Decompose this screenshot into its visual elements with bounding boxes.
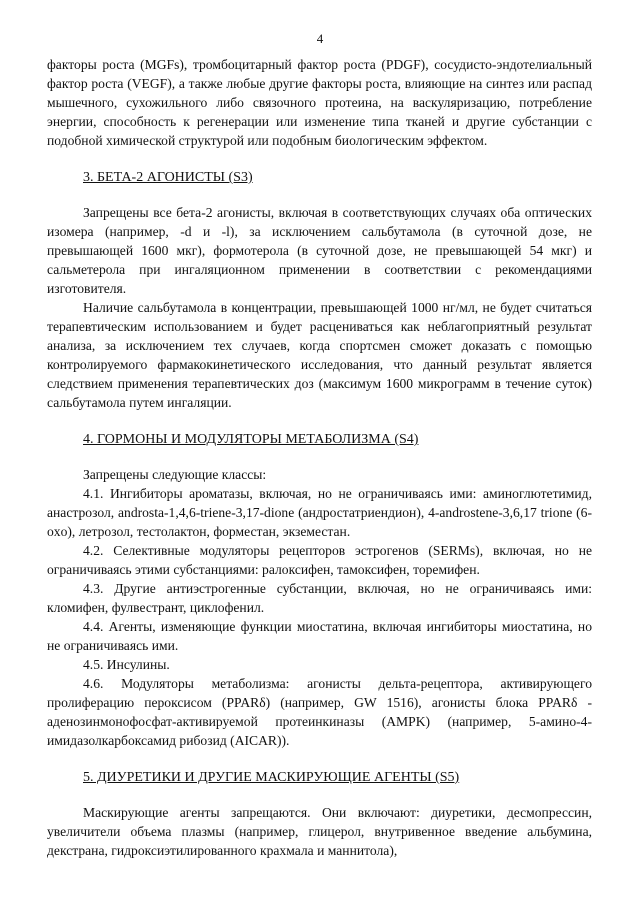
s4-intro: Запрещены следующие классы: bbox=[83, 467, 267, 482]
s3-paragraph-1: Запрещены все бета-2 агонисты, включая в соответствующих случаях оба оптических изомера (например, -d и -l), за исключением сальбутамола (в суточной дозе, не превышающей 1600 мкг), формотерола (в суточной дозе, не превышающей 54 мкг) и сальметерола при ингаляционном применении в соответствии с рекомендациями изготовителя. bbox=[47, 205, 592, 296]
intro-paragraph: факторы роста (MGFs), тромбоцитарный фактор роста (PDGF), сосудисто-эндотелиальный фактор роста (VEGF), а также любые другие факторы роста, влияющие на синтез или распад мышечного, сухожильного либо связочного протеина, на васкуляризацию, потребление энергии, способность к регенерации или изменение типа тканей и другие субстанции с подобной химической структурой или подобным биологическим эффектом. bbox=[47, 57, 592, 148]
page-number: 4 bbox=[316, 31, 324, 46]
s4-item-4-3: 4.3. Другие антиэстрогенные субстанции, включая, но не ограничиваясь ими: кломифен, фулвестрант, циклофенил. bbox=[47, 581, 592, 615]
s3-paragraph-2: Наличие сальбутамола в концентрации, превышающей 1000 нг/мл, не будет считаться терапевтическим использованием и будет расцениваться как неблагоприятный результат анализа, за исключением тех случаев, когда спортсмен сможет доказать с помощью контролируемого фармакокинетического исследования, что данный результат является следствием применения терапевтических доз (максимум 1600 микрограмм в течение суток) сальбутамола путем ингаляции. bbox=[47, 300, 592, 410]
page-content bbox=[47, 55, 592, 860]
s4-item-4-2: 4.2. Селективные модуляторы рецепторов эстрогенов (SERMs), включая, но не ограничиваясь этими субстанциями: ралоксифен, тамоксифен, торемифен. bbox=[47, 543, 592, 577]
s4-item-4-1: 4.1. Ингибиторы ароматазы, включая, но не ограничиваясь ими: аминоглютетимид, анастрозол, androsta-1,4,6-triene-3,17-dione (андростатриендион), 4-androstene-3,6,17 trione (6-oxo), летрозол, тестолактон, форместан, экземестан. bbox=[47, 486, 592, 539]
section-s5-heading: 5. ДИУРЕТИКИ И ДРУГИЕ МАСКИРУЮЩИЕ АГЕНТЫ (S5) bbox=[83, 770, 460, 785]
s4-item-4-4: 4.4. Агенты, изменяющие функции миостатина, включая ингибиторы миостатина, но не ограничиваясь ими. bbox=[47, 619, 592, 653]
s4-item-4-5: 4.5. Инсулины. bbox=[83, 657, 170, 672]
s5-paragraph-1: Маскирующие агенты запрещаются. Они включают: диуретики, десмопрессин, увеличители объема плазмы (например, глицерол, внутривенное введение альбумина, декстрана, гидроксиэтилированного крахмала и маннитола), bbox=[47, 805, 592, 858]
section-s3-heading: 3. БЕТА-2 АГОНИСТЫ (S3) bbox=[83, 170, 253, 185]
section-s4-heading: 4. ГОРМОНЫ И МОДУЛЯТОРЫ МЕТАБОЛИЗМА (S4) bbox=[83, 432, 419, 447]
s4-item-4-6: 4.6. Модуляторы метаболизма: агонисты дельта-рецептора, активирующего пролиферацию пероксисом (PPARδ) (например, GW 1516), агонисты блока PPARδ - аденозинмонофосфат-активируемой протеинкиназы (AMPK) (например, 5-амино-4-имидазолкарбоксамид рибозид (AICAR)). bbox=[47, 676, 592, 748]
